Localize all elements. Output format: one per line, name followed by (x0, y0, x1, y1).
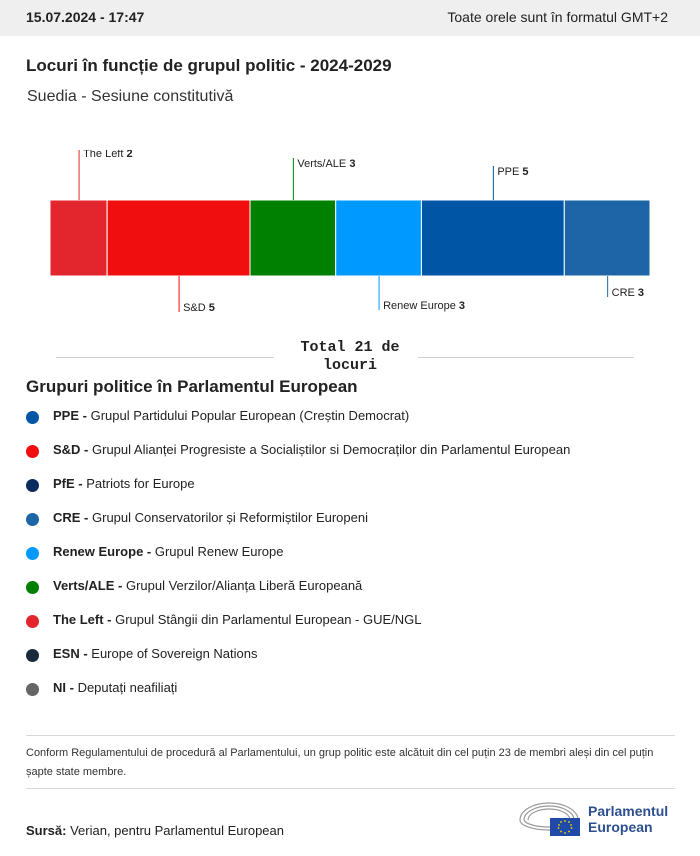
chart-subtitle: Suedia - Sesiune constitutivă (27, 88, 234, 105)
segment-label-s-d: S&D 5 (183, 302, 215, 314)
datetime: 15.07.2024 - 17:47 (26, 9, 145, 25)
legend (26, 404, 686, 710)
european-parliament-logo (516, 798, 686, 838)
legend-item-text (53, 544, 284, 559)
legend-item (26, 540, 686, 574)
legend-item-text (53, 680, 177, 695)
legend-dot-icon (26, 547, 39, 560)
legend-item (26, 506, 686, 540)
bar-segment-cre (564, 200, 650, 276)
legend-item-name: Grupul Renew Europe (151, 544, 284, 559)
legend-item (26, 472, 686, 506)
legend-item-abbr: Renew Europe - (53, 544, 152, 559)
legend-item (26, 404, 686, 438)
segment-label-cre: CRE 3 (611, 287, 645, 299)
legend-dot-icon (26, 615, 39, 628)
bar-segment-verts-ale (250, 200, 336, 276)
legend-item (26, 608, 686, 642)
legend-item (26, 676, 686, 710)
legend-item (26, 574, 686, 608)
segment-label-verts-ale: Verts/ALE 3 (297, 158, 356, 170)
legend-item-text (53, 510, 368, 525)
legend-item-name: Patriots for Europe (82, 476, 195, 491)
bar-segment-s-d (107, 200, 250, 276)
note-divider-top (26, 735, 675, 736)
legend-item-name: Grupul Stângii din Parlamentul European - GUE/NGL (111, 612, 422, 627)
bar-segment-ppe (421, 200, 564, 276)
logo-line-2: European (588, 819, 653, 835)
legend-item-abbr: PfE - (53, 476, 83, 491)
legend-item-name: Grupul Partidului Popular European (Creștin Democrat) (86, 408, 410, 423)
legend-item-abbr: PPE - (53, 408, 87, 423)
legend-item-text (53, 476, 195, 491)
source-text: Verian, pentru Parlamentul European (66, 823, 284, 838)
timezone-note: Toate orele sunt în formatul GMT+2 (447, 9, 668, 25)
legend-item-text (53, 442, 570, 457)
total-seats-label: Total 21 de locuri (300, 339, 400, 374)
legend-dot-icon (26, 649, 39, 662)
legend-item-text (53, 408, 409, 423)
source-label: Sursă: (26, 823, 67, 838)
note-divider-bottom (26, 788, 675, 789)
legend-item-abbr: ESN - (53, 646, 88, 661)
total-line-left (56, 357, 274, 358)
segment-label-ppe: PPE 5 (497, 166, 529, 178)
legend-title: Grupuri politice în Parlamentul European (26, 377, 358, 396)
chart-title: Locuri în funcție de grupul politic - 2024-2029 (26, 56, 392, 75)
seats-stacked-bar-chart (0, 150, 700, 330)
legend-dot-icon (26, 683, 39, 696)
legend-item (26, 642, 686, 676)
legend-dot-icon (26, 581, 39, 594)
legend-item-abbr: The Left - (53, 612, 112, 627)
logo-text (588, 803, 668, 835)
segment-label-the-left: The Left 2 (83, 150, 133, 160)
legend-item (26, 438, 686, 472)
legend-dot-icon (26, 513, 39, 526)
legend-dot-icon (26, 411, 39, 424)
top-bar (0, 0, 700, 36)
legend-item-name: Deputați neafiliați (73, 680, 178, 695)
legend-item-abbr: S&D - (53, 442, 89, 457)
legend-item-abbr: NI - (53, 680, 74, 695)
legend-item-text (53, 578, 362, 593)
logo-line-1: Parlamentul (588, 803, 669, 819)
source (26, 823, 284, 838)
bar-segment-the-left (50, 200, 107, 276)
legend-dot-icon (26, 445, 39, 458)
parliament-emblem-icon (516, 798, 582, 838)
legend-item-name: Grupul Conservatorilor și Reformiștilor Europeni (88, 510, 368, 525)
segment-label-renew-europe: Renew Europe 3 (383, 300, 466, 312)
legend-item-text (53, 612, 422, 627)
legend-item-abbr: Verts/ALE - (53, 578, 123, 593)
legend-item-name: Grupul Alianței Progresiste a Socialiștilor si Democraților din Parlamentul European (88, 442, 571, 457)
legend-item-abbr: CRE - (53, 510, 89, 525)
rules-note: Conform Regulamentului de procedură al Parlamentului, un grup politic este alcătuit din cel puțin 23 de membri aleși din cel puțin șapte state membre. (26, 747, 654, 778)
legend-item-name: Grupul Verzilor/Alianța Liberă Europeană (122, 578, 363, 593)
total-line-right (418, 357, 634, 358)
legend-item-text (53, 646, 258, 661)
legend-dot-icon (26, 479, 39, 492)
legend-item-name: Europe of Sovereign Nations (87, 646, 258, 661)
bar-segment-renew-europe (336, 200, 422, 276)
